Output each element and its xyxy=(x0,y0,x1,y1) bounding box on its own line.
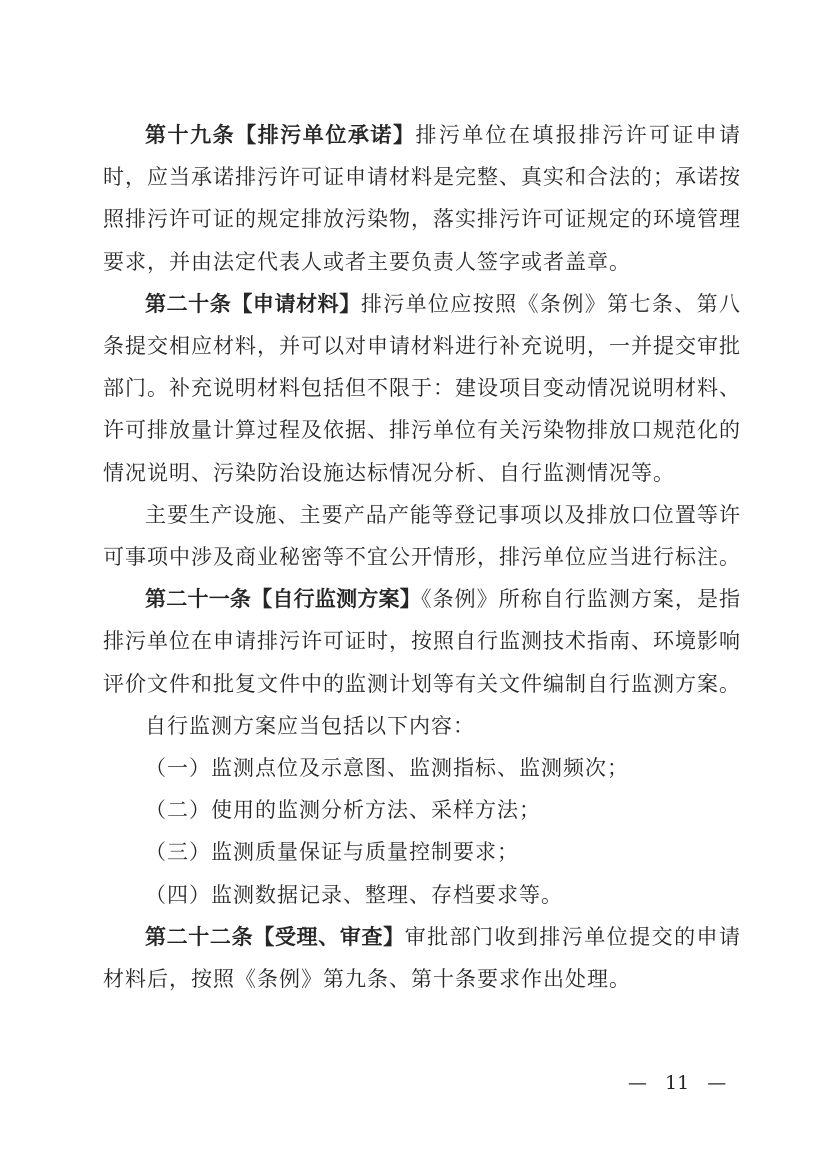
article-21-list-intro-text: 自行监测方案应当包括以下内容： xyxy=(145,713,475,738)
article-20-heading: 第二十条【申请材料】 xyxy=(145,291,361,316)
article-20-paragraph-2 xyxy=(103,494,741,578)
article-19-text: 排污单位在填报排污许可证申请时，应当承诺排污许可证申请材料是完整、真实和合法的；承诺按照排污许可证的规定排放污染物，落实排污许可证规定的环境管理要求，并由法定代表人或者主要负责人签字或者盖章。 xyxy=(103,123,741,274)
page-number: — 11 — xyxy=(628,1072,727,1094)
list-item-1-text: （一）监测点位及示意图、监测指标、监测频次； xyxy=(145,756,629,781)
list-item-2 xyxy=(103,789,741,831)
article-20-paragraph-2-text: 主要生产设施、主要产品产能等登记事项以及排放口位置等许可事项中涉及商业秘密等不宜公开情形，排污单位应当进行标注。 xyxy=(103,502,741,570)
list-item-3-text: （三）监测质量保证与质量控制要求； xyxy=(145,840,519,865)
article-21-list-intro xyxy=(103,705,741,747)
article-20-paragraph xyxy=(103,283,741,494)
article-22-paragraph xyxy=(103,916,741,1000)
list-item-4-text: （四）监测数据记录、整理、存档要求等。 xyxy=(145,882,563,907)
list-item-1 xyxy=(103,747,741,789)
list-item-3 xyxy=(103,831,741,873)
document-body xyxy=(103,114,741,1000)
article-21-heading: 第二十一条【自行监测方案】 xyxy=(145,587,422,612)
article-22-heading: 第二十二条【受理、审查】 xyxy=(145,924,405,949)
list-item-4 xyxy=(103,874,741,916)
article-22-text: 审批部门收到排污单位提交的申请材料后，按照《条例》第九条、第十条要求作出处理。 xyxy=(103,924,741,992)
article-21-text: 《条例》所称自行监测方案，是指排污单位在申请排污许可证时，按照自行监测技术指南、环境影响评价文件和批复文件中的监测计划等有关文件编制自行监测方案。 xyxy=(103,587,741,696)
article-21-paragraph xyxy=(103,578,741,705)
article-19-paragraph xyxy=(103,114,741,283)
list-item-2-text: （二）使用的监测分析方法、采样方法； xyxy=(145,798,541,823)
article-20-text: 排污单位应按照《条例》第七条、第八条提交相应材料，并可以对申请材料进行补充说明，一并提交审批部门。补充说明材料包括但不限于：建设项目变动情况说明材料、许可排放量计算过程及依据、排污单位有关污染物排放口规范化的情况说明、污染防治设施达标情况分析、自行监测情况等。 xyxy=(103,291,742,485)
article-19-heading: 第十九条【排污单位承诺】 xyxy=(145,123,416,147)
